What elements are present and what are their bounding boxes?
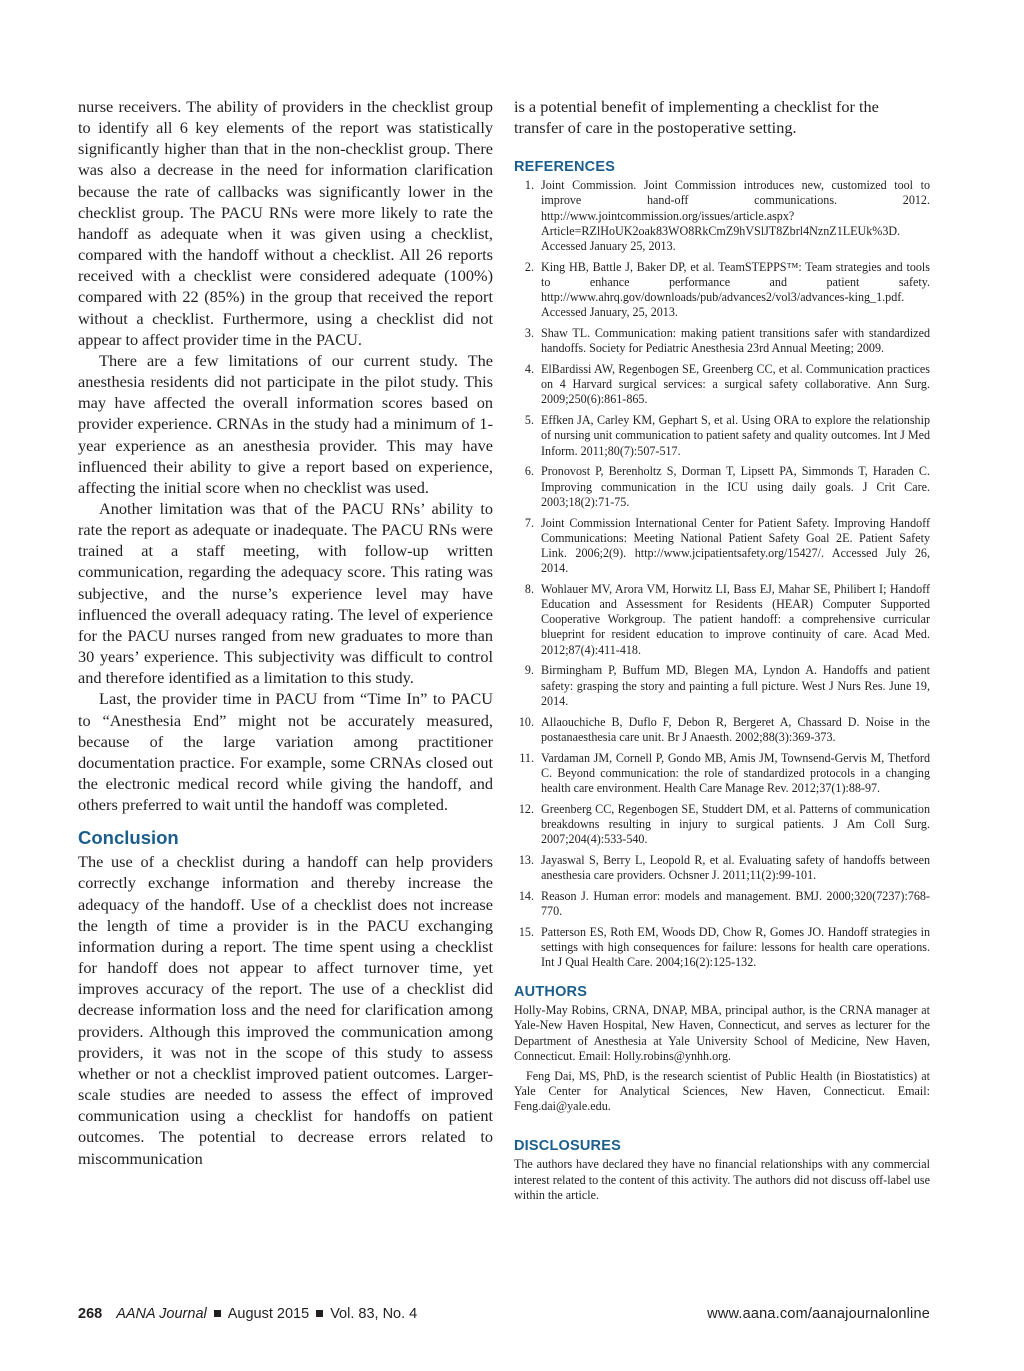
bullet-square-icon: [316, 1310, 323, 1317]
reference-number: 12.: [518, 801, 534, 816]
reference-number: 15.: [518, 924, 534, 939]
reference-number: 4.: [524, 362, 534, 377]
conclusion-paragraph: The use of a checklist during a handoff can help providers correctly exchange information and thereby increase the adequacy of the handoff. Use of a checklist does not increase the length of time a provider is in the PACU exchanging information during a report. The time spent using a checklist for handoff does not appear to affect turnover time, yet improves accuracy of the report. The use of a checklist did decrease information loss and the need for clarification among providers. Although this improved the communication among providers, it was not in the scope of this study to assess whether or not a checklist improved patient outcomes. Larger-scale studies are needed to assess the effect of improved communication using a checklist for handoffs on patient outcomes. The potential to decrease errors related to miscommunication: [78, 852, 493, 1168]
body-paragraph: Last, the provider time in PACU from “Time In” to PACU to “Anesthesia End” might not be accurately measured, because of the large variation among practitioner documentation practice. For example, some CRNAs closed out the electronic medical record while giving the handoff, and others preferred to wait until the handoff was completed.: [78, 689, 493, 815]
reference-number: 3.: [524, 326, 534, 341]
reference-number: 1.: [524, 178, 534, 193]
reference-number: 11.: [519, 750, 534, 765]
journal-url-link[interactable]: www.aana.com/aanajournalonline: [707, 1306, 930, 1322]
reference-text: Joint Commission International Center for Patient Safety. Improving Handoff Communications: Meeting National Patient Safety Goal 2E. Patient Safety Link. 2006;2(9). http://www.jcipatientsafety.org/15427/. Accessed July 26, 2014.: [541, 515, 930, 576]
continuation-paragraph: is a potential benefit of implementing a checklist for the transfer of care in the postoperative setting.: [514, 97, 879, 138]
author-bio: Feng Dai, MS, PhD, is the research scientist of Public Health (in Biostatistics) at Yale Center for Analytical Sciences, New Haven, Connecticut. Email: Feng.dai@yale.edu.: [514, 1068, 930, 1114]
reference-text: Reason J. Human error: models and management. BMJ. 2000;320(7237):768-770.: [541, 888, 930, 918]
reference-item: [514, 663, 930, 708]
reference-item: [514, 326, 930, 356]
author-bio: Holly-May Robins, CRNA, DNAP, MBA, principal author, is the CRNA manager at Yale-New Haven Hospital, New Haven, Connecticut, and serves as lecturer for the Department of Anesthesia at Yale University School of Medicine, New Haven, Connecticut. Email: Holly.robins@ynhh.org.: [514, 1003, 930, 1063]
bullet-square-icon: [214, 1310, 221, 1317]
reference-item: [514, 802, 930, 847]
journal-name: AANA Journal: [116, 1306, 207, 1322]
reference-item: [514, 178, 930, 254]
reference-text: Patterson ES, Roth EM, Woods DD, Chow R, Gomes JO. Handoff strategies in settings with high consequences for failure: lessons for health care operations. Int J Qual Health Care. 2004;16(2):125-132.: [541, 924, 930, 970]
reference-number: 2.: [524, 259, 534, 274]
reference-text: Allaouchiche B, Duflo F, Debon R, Bergeret A, Chassard D. Noise in the postanaesthesia care unit. Br J Anaesth. 2002;88(3):369-373.: [541, 714, 930, 744]
body-paragraph: Another limitation was that of the PACU RNs’ ability to rate the report as adequate or inadequate. The PACU RNs were trained at a staff meeting, with follow-up written communication, regarding the adequacy score. This rating was subjective, and the nurse’s experience level may have influenced the overall adequacy rating. The level of experience for the PACU nurses ranged from new graduates to more than 30 years’ experience. This subjectivity was difficult to control and therefore identified as a limitation to this study.: [78, 498, 493, 688]
reference-number: 5.: [524, 413, 534, 428]
reference-number: 6.: [524, 464, 534, 479]
reference-number: 14.: [518, 888, 534, 903]
body-paragraph: nurse receivers. The ability of providers in the checklist group to identify all 6 key elements of the report was statistically significantly higher than that in the non-checklist group. There was also a decrease in the need for information clarification because the rate of callbacks was significantly lower in the checklist group. The PACU RNs were more likely to rate the handoff as adequate when it was given using a checklist, compared with the handoff without a checklist. All 26 reports received with a checklist were considered adequate (100%) compared with 22 (85%) in the group that received the report without a checklist. Furthermore, using a checklist did not appear to affect provider time in the PACU.: [78, 97, 493, 349]
reference-text: Wohlauer MV, Arora VM, Horwitz LI, Bass EJ, Mahar SE, Philibert I; Handoff Education and Assessment for Residents (HEAR) Computer Supported Cooperative Workgroup. The patient handoff: a comprehensive curricular blueprint for resident education to improve continuity of care. Acad Med. 2012;87(4):411-418.: [541, 581, 930, 657]
reference-item: [514, 582, 930, 658]
authors-heading: AUTHORS: [514, 984, 588, 1001]
body-paragraph: There are a few limitations of our current study. The anesthesia residents did not participate in the pilot study. This may have affected the overall information scores based on provider experience. CRNAs in the study had a minimum of 1-year experience as an anesthesia provider. This may have influenced their ability to give a report based on experience, affecting the initial score when no checklist was used.: [78, 350, 493, 497]
reference-text: Jayaswal S, Berry L, Leopold R, et al. Evaluating safety of handoffs between anesthesia care providers. Ochsner J. 2011;11(2):99-101.: [541, 852, 930, 882]
reference-item: [514, 853, 930, 883]
page-number: 268: [78, 1306, 103, 1322]
page-footer: [78, 1306, 930, 1326]
reference-text: Greenberg CC, Regenbogen SE, Studdert DM, et al. Patterns of communication breakdowns resulting in injury to surgical patients. J Am Coll Surg. 2007;204(4):533-540.: [541, 801, 930, 846]
reference-item: [514, 362, 930, 407]
reference-text: Joint Commission. Joint Commission introduces new, customized tool to improve hand-off communications. 2012. http://www.jointcommission.org/issues/article.aspx?Article=RZlHoUK2oak83WO8RkCmZ9hVSlJT8Zbrl4NznZ1LEUk%3D. Accessed January 25, 2013.: [541, 178, 930, 253]
right-column: [514, 96, 930, 1203]
volume-issue: Vol. 83, No. 4: [330, 1306, 418, 1322]
references-heading: REFERENCES: [514, 159, 616, 176]
reference-item: [514, 751, 930, 796]
disclosures-heading: DISCLOSURES: [514, 1138, 621, 1155]
reference-text: Vardaman JM, Cornell P, Gondo MB, Amis JM, Townsend-Gervis M, Thetford C. Beyond communication: the role of standardized protocols in a changing health care environment. Health Care Manage Rev. 2012;37(1):88-97.: [541, 750, 930, 795]
reference-text: Pronovost P, Berenholtz S, Dorman T, Lipsett PA, Simmonds T, Haraden C. Improving communication in the ICU using daily goals. J Crit Care. 2003;18(2):71-75.: [541, 464, 930, 509]
footer-citation: [78, 1306, 417, 1322]
reference-text: Birmingham P, Buffum MD, Blegen MA, Lyndon A. Handoffs and patient safety: grasping the story and painting a full picture. West J Nurs Res. June 19, 2014.: [541, 663, 930, 708]
reference-number: 7.: [524, 515, 534, 530]
reference-number: 13.: [518, 852, 534, 867]
reference-item: [514, 260, 930, 321]
reference-item: [514, 889, 930, 919]
reference-item: [514, 715, 930, 745]
left-column: [78, 96, 493, 1169]
reference-number: 8.: [524, 581, 534, 596]
reference-text: Shaw TL. Communication: making patient transitions safer with standardized handoffs. Society for Pediatric Anesthesia 23rd Annual Meeting; 2009.: [541, 326, 930, 356]
conclusion-heading: Conclusion: [78, 827, 179, 849]
reference-item: [514, 413, 930, 458]
issue-date: August 2015: [227, 1306, 310, 1322]
reference-number: 10.: [518, 714, 534, 729]
reference-number: 9.: [524, 663, 534, 678]
reference-item: [514, 516, 930, 577]
reference-item: [514, 464, 930, 509]
disclosures-text: The authors have declared they have no financial relationships with any commercial interest related to the content of this activity. The authors did not discuss off-label use within the article.: [514, 1157, 930, 1202]
reference-text: ElBardissi AW, Regenbogen SE, Greenberg CC, et al. Communication practices on 4 Harvard surgical services: a surgical safety collaborative. Ann Surg. 2009;250(6):861-865.: [541, 362, 930, 407]
reference-text: Effken JA, Carley KM, Gephart S, et al. Using ORA to explore the relationship of nursing unit communication to patient safety and quality outcomes. Int J Med Inform. 2011;80(7):507-517.: [541, 413, 930, 458]
reference-text: King HB, Battle J, Baker DP, et al. TeamSTEPPS™: Team strategies and tools to enhance performance and patient safety. http://www.ahrq.gov/downloads/pub/advances2/vol3/advances-king_1.pdf. Accessed January, 25, 2013.: [541, 259, 930, 320]
reference-item: [514, 925, 930, 970]
references-list: [514, 178, 930, 970]
